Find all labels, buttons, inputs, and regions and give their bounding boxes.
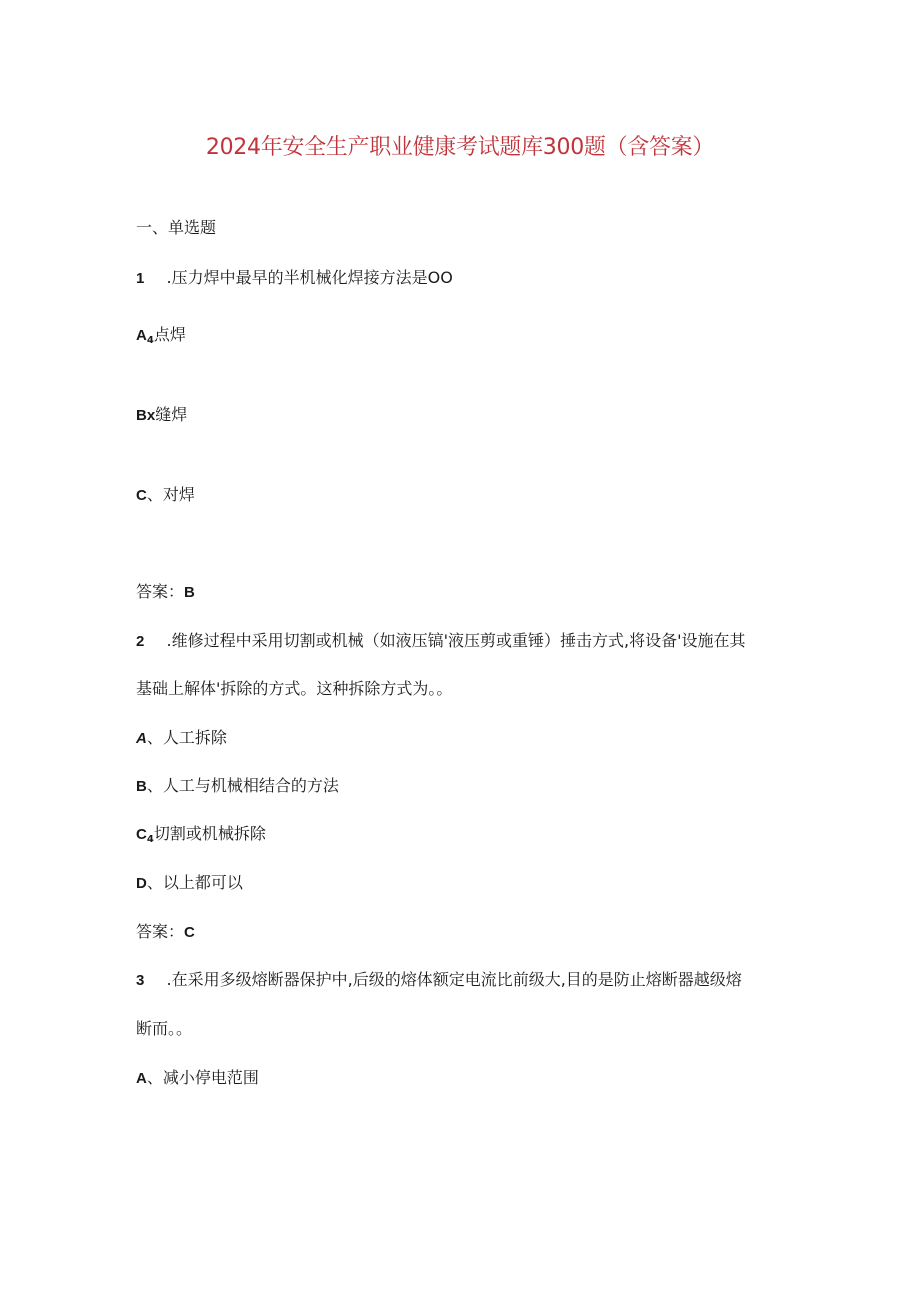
- question-2: [136, 631, 746, 652]
- question-1-option-a: [136, 325, 186, 348]
- question-1-option-c: [136, 485, 195, 506]
- question-2-option-c: [136, 824, 266, 847]
- answer-value: B: [184, 584, 195, 601]
- question-1-answer: [136, 582, 195, 603]
- question-2-option-d: [136, 873, 243, 894]
- option-text: 、以上都可以: [146, 873, 243, 892]
- answer-value: C: [184, 924, 195, 941]
- question-number: 2: [136, 633, 145, 650]
- question-text: .压力焊中最早的半机械化焊接方法是OO: [166, 268, 453, 287]
- option-label: A: [136, 730, 147, 747]
- option-text: 缝焊: [155, 405, 188, 424]
- option-text: 、对焊: [146, 485, 195, 504]
- question-3-option-a: [136, 1068, 259, 1089]
- option-label: B: [136, 778, 147, 795]
- option-label: D: [136, 875, 147, 892]
- option-text: 、减小停电范围: [146, 1068, 259, 1087]
- option-text: 点焊: [153, 325, 186, 344]
- question-text: .在采用多级熔断器保护中,后级的熔体额定电流比前级大,目的是防止熔断器越级熔: [166, 970, 742, 989]
- option-label-subscript: 4: [146, 834, 154, 845]
- question-number: 1: [136, 270, 145, 287]
- option-text: 、人工拆除: [146, 728, 227, 747]
- option-label-subscript: 4: [146, 335, 154, 346]
- option-label: A: [136, 327, 147, 344]
- option-text: 切割或机械拆除: [153, 824, 266, 843]
- question-2-continued: 基础上解体'拆除的方式。这种拆除方式为。。: [136, 679, 453, 698]
- answer-prefix: 答案：: [136, 922, 185, 941]
- option-text: 、人工与机械相结合的方法: [146, 776, 339, 795]
- question-text: .维修过程中采用切割或机械（如液压镐'液压剪或重锤）捶击方式,将设备'设施在其: [166, 631, 746, 650]
- question-1: [136, 268, 453, 289]
- question-number: 3: [136, 972, 145, 989]
- question-1-option-b: [136, 405, 187, 426]
- option-label: C: [136, 826, 147, 843]
- question-2-option-a: [136, 728, 227, 749]
- answer-prefix: 答案：: [136, 582, 185, 601]
- section-heading: 一、单选题: [136, 218, 217, 237]
- question-3: [136, 970, 742, 991]
- document-title: 2024年安全生产职业健康考试题库300题（含答案）: [205, 135, 715, 160]
- question-2-answer: [136, 922, 195, 943]
- option-label: Bx: [136, 407, 156, 424]
- option-label: C: [136, 487, 147, 504]
- question-3-continued: 断而。。: [136, 1019, 193, 1038]
- question-2-option-b: [136, 776, 339, 797]
- option-label: A: [136, 1070, 147, 1087]
